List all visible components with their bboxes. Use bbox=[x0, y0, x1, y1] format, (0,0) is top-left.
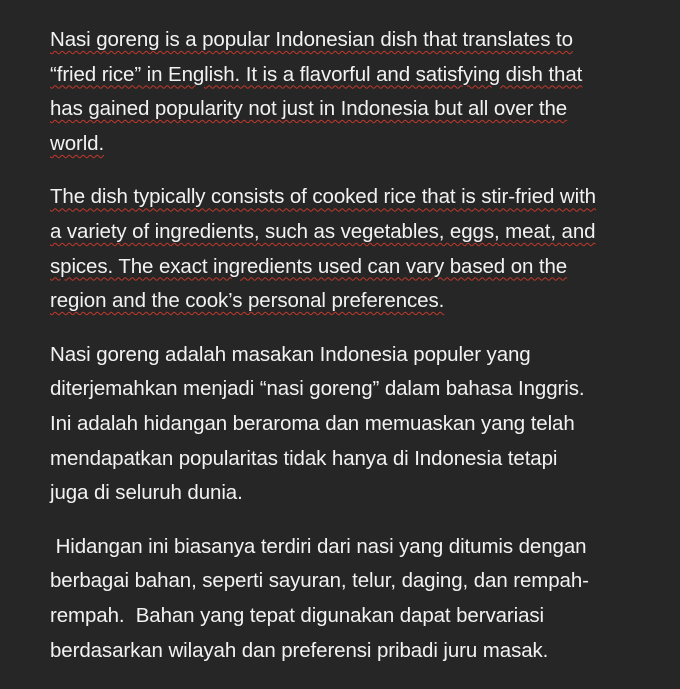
paragraph-english-intro bbox=[50, 23, 656, 161]
text-line: spices. The exact ingredients used can vary based on the bbox=[50, 254, 568, 278]
text-line: has gained popularity not just in Indonesia but all over the bbox=[50, 97, 568, 121]
text-line: berbagai bahan, seperti sayuran, telur, daging, dan rempah- bbox=[50, 569, 589, 593]
text-line: “fried rice” in English. It is a flavorful and satisfying dish that bbox=[50, 62, 583, 86]
text-line: region and the cook’s personal preferences. bbox=[50, 289, 445, 313]
text-line: world. bbox=[50, 131, 105, 155]
paragraph-english-ingredients bbox=[50, 180, 656, 318]
text-line: Ini adalah hidangan beraroma dan memuaskan yang telah bbox=[50, 411, 575, 435]
text-line: The dish typically consists of cooked rice that is stir-fried with bbox=[50, 185, 596, 209]
text-line: mendapatkan popularitas tidak hanya di Indonesia tetapi bbox=[50, 446, 558, 470]
paragraph-indonesian-intro bbox=[50, 338, 656, 511]
text-line: juga di seluruh dunia. bbox=[50, 481, 243, 505]
paragraph-indonesian-ingredients bbox=[50, 530, 656, 668]
text-line: diterjemahkan menjadi “nasi goreng” dalam bahasa Inggris. bbox=[50, 377, 585, 401]
text-line: rempah. Bahan yang tepat digunakan dapat bervariasi bbox=[50, 603, 544, 627]
text-line: Nasi goreng is a popular Indonesian dish that translates to bbox=[50, 28, 573, 51]
text-line: Hidangan ini biasanya terdiri dari nasi yang ditumis dengan bbox=[50, 534, 587, 558]
text-line: a variety of ingredients, such as vegetables, eggs, meat, and bbox=[50, 219, 596, 243]
text-line: Nasi goreng adalah masakan Indonesia populer yang bbox=[50, 342, 531, 366]
text-line: berdasarkan wilayah dan preferensi pribadi juru masak. bbox=[50, 638, 549, 662]
